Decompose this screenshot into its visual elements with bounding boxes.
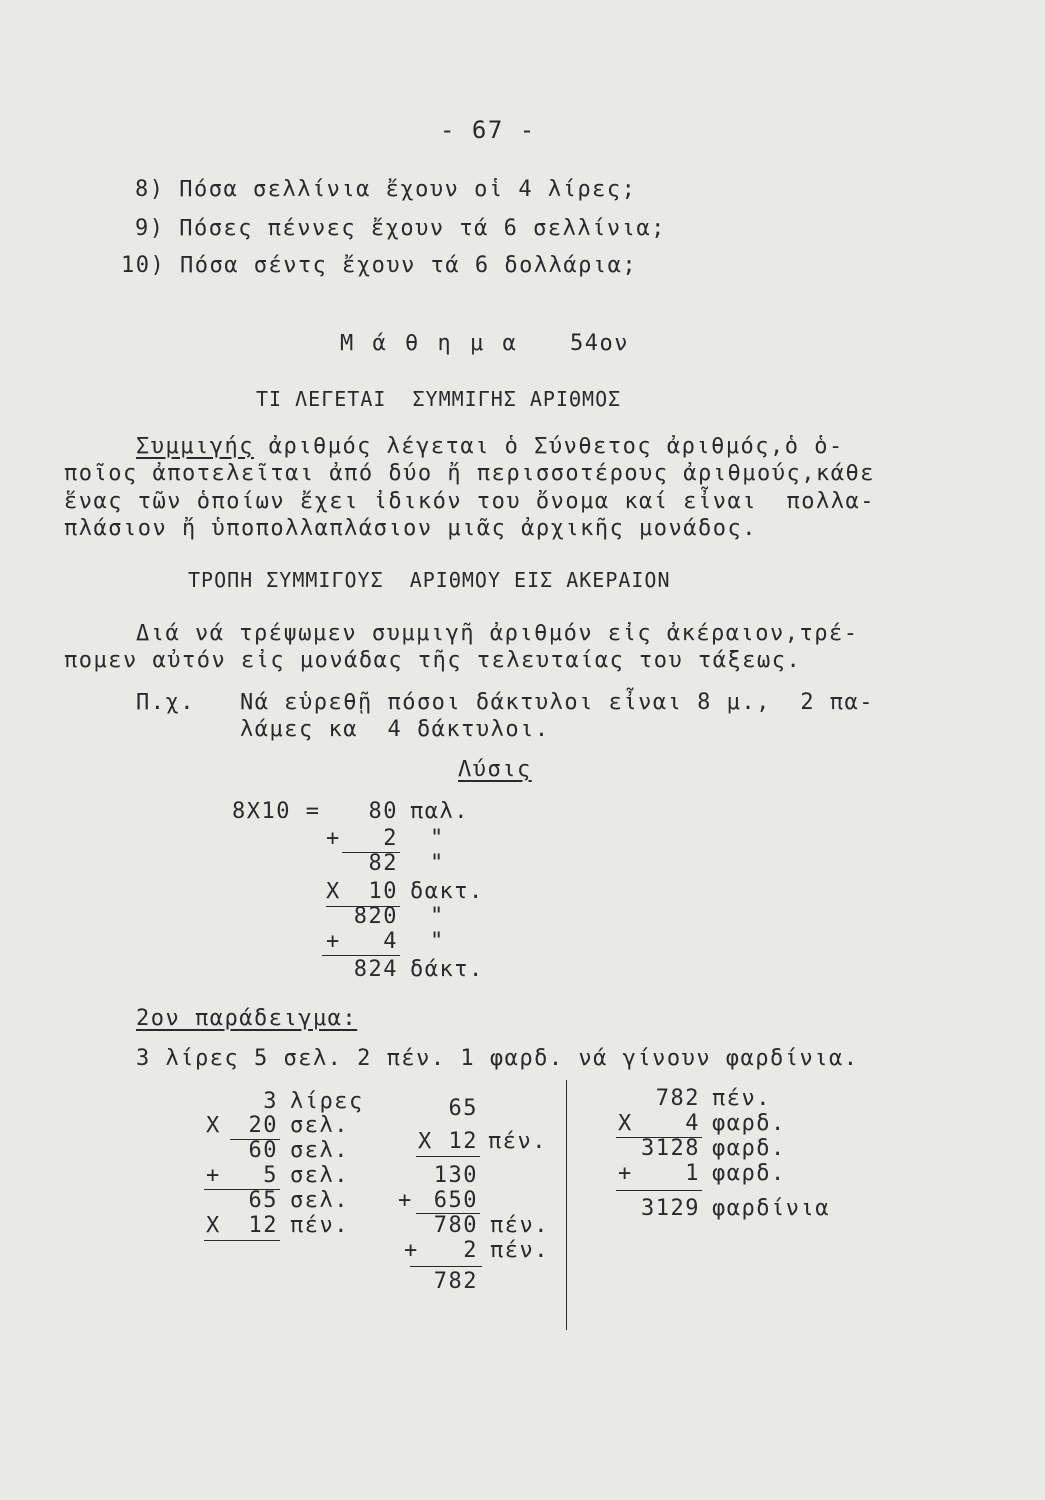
col2-rule [416,1156,480,1157]
calc-unit: " [430,851,445,876]
definition-term: Συμμιγής [136,434,254,459]
col3-rule [616,1190,702,1191]
col3-unit: φαρδίνια [712,1196,830,1221]
col2-rule [410,1266,482,1267]
col3-operator: + [618,1161,633,1186]
question-9: 9) Πόσες πέννες ἔχουν τά 6 σελλίνια; [135,216,666,241]
calc-operator: + [326,826,341,851]
heading-conversion: ΤΡΟΠΗ ΣΥΜΜΙΓΟΥΣ ΑΡΙΘΜΟΥ ΕΙΣ ΑΚΕΡΑΙΟΝ [188,568,671,592]
col2-unit: πέν. [488,1129,547,1154]
example-label: Π.χ. [136,690,195,715]
col3-unit: φαρδ. [712,1136,786,1161]
col3-operator: Χ [618,1111,633,1136]
col3-result: 3129 [641,1196,700,1221]
lesson-number: 54ον [570,331,629,356]
definition-text-1: ἀριθμός λέγεται ὁ Σύνθετος ἀριθμός,ὁ ὁ- [253,434,844,459]
calc-unit: δακτ. [410,879,484,904]
col1-unit: πέν. [290,1213,349,1238]
col2-unit: πέν. [490,1238,549,1263]
example2-title: 2ον παράδειγμα: [136,1006,358,1031]
col1-value: 5 [263,1163,278,1188]
calc-value: 80 [368,799,398,824]
calc-value: 4 [383,929,398,954]
col2-operator: + [398,1188,413,1213]
col3-unit: φαρδ. [712,1161,786,1186]
rule-line-2: πομεν αὐτόν εἰς μονάδας τῆς τελευταίας του τάξεως. [64,648,802,673]
col3-unit: φαρδ. [712,1111,786,1136]
column-divider [566,1080,567,1330]
col1-value: 3 [263,1089,278,1114]
heading-mixed-number: ΤΙ ΛΕΓΕΤΑΙ ΣΥΜΜΙΓΗΣ ΑΡΙΘΜΟΣ [256,387,622,411]
calc-result: 824 [353,957,398,982]
calc-unit: " [430,929,445,954]
col3-value: 3128 [641,1136,700,1161]
col2-value: 12 [448,1129,478,1154]
page-number: - 67 - [440,116,536,144]
calc-expr: 8Χ10 = [232,799,321,824]
lesson-word: Μ ά θ η μ α [340,331,519,356]
col1-rule [204,1240,280,1241]
calc-unit: " [430,826,445,851]
col3-value: 1 [685,1161,700,1186]
col2-result: 782 [433,1269,478,1294]
col2-value: 65 [448,1096,478,1121]
example-line-1: Νά εὑρεθῇ πόσοι δάκτυλοι εἶναι 8 μ., 2 πα- [240,690,875,715]
calc-value: 2 [383,826,398,851]
calc-value: 820 [353,904,398,929]
calc-value: 82 [368,851,398,876]
col1-unit: σελ. [290,1188,349,1213]
calc-unit: " [430,904,445,929]
col1-value: 20 [248,1113,278,1138]
col1-unit: σελ. [290,1138,349,1163]
col2-operator: + [404,1238,419,1263]
col1-value: 60 [248,1138,278,1163]
col1-value: 12 [248,1213,278,1238]
col2-unit: πέν. [490,1213,549,1238]
col2-value: 130 [433,1163,478,1188]
definition-line-2: ποῖος ἀποτελεῖται ἀπό δύο ἤ περισσοτέρους ἀριθμούς,κάθε [64,461,875,486]
col3-value: 4 [685,1111,700,1136]
calc-unit: παλ. [410,799,469,824]
col3-value: 782 [655,1086,700,1111]
calc-operator: + [326,929,341,954]
col1-operator: Χ [206,1213,221,1238]
calc-operator: Χ [326,879,341,904]
col2-value: 2 [463,1238,478,1263]
col1-unit: λίρες [290,1089,364,1114]
col1-operator: + [206,1163,221,1188]
definition-line-1 [136,433,844,461]
question-8: 8) Πόσα σελλίνια ἔχουν οἱ 4 λίρες; [135,177,637,202]
col2-value: 780 [433,1213,478,1238]
calc-value: 10 [368,879,398,904]
calc-unit: δάκτ. [410,957,484,982]
col2-operator: Χ [418,1129,433,1154]
solution-title: Λύσις [458,757,532,782]
definition-line-4: πλάσιον ἤ ὑποπολλαπλάσιον μιᾶς ἀρχικῆς μονάδος. [64,516,758,541]
col3-unit: πέν. [712,1086,771,1111]
col1-operator: Χ [206,1113,221,1138]
col1-value: 65 [248,1188,278,1213]
col1-unit: σελ. [290,1113,349,1138]
col2-value: 650 [433,1188,478,1213]
col1-unit: σελ. [290,1163,349,1188]
rule-line-1: Διά νά τρέψωμεν συμμιγῆ ἀριθμόν εἰς ἀκέραιον,τρέ- [136,621,859,646]
definition-line-3: ἕνας τῶν ὁποίων ἔχει ἰδικόν του ὄνομα καί εἶναι πολλα- [64,489,875,514]
example2-problem: 3 λίρες 5 σελ. 2 πέν. 1 φαρδ. νά γίνουν φαρδίνια. [136,1046,859,1071]
example-line-2: λάμες κα 4 δάκτυλοι. [240,717,550,742]
question-10: 10) Πόσα σέντς ἔχουν τά 6 δολλάρια; [121,253,638,278]
